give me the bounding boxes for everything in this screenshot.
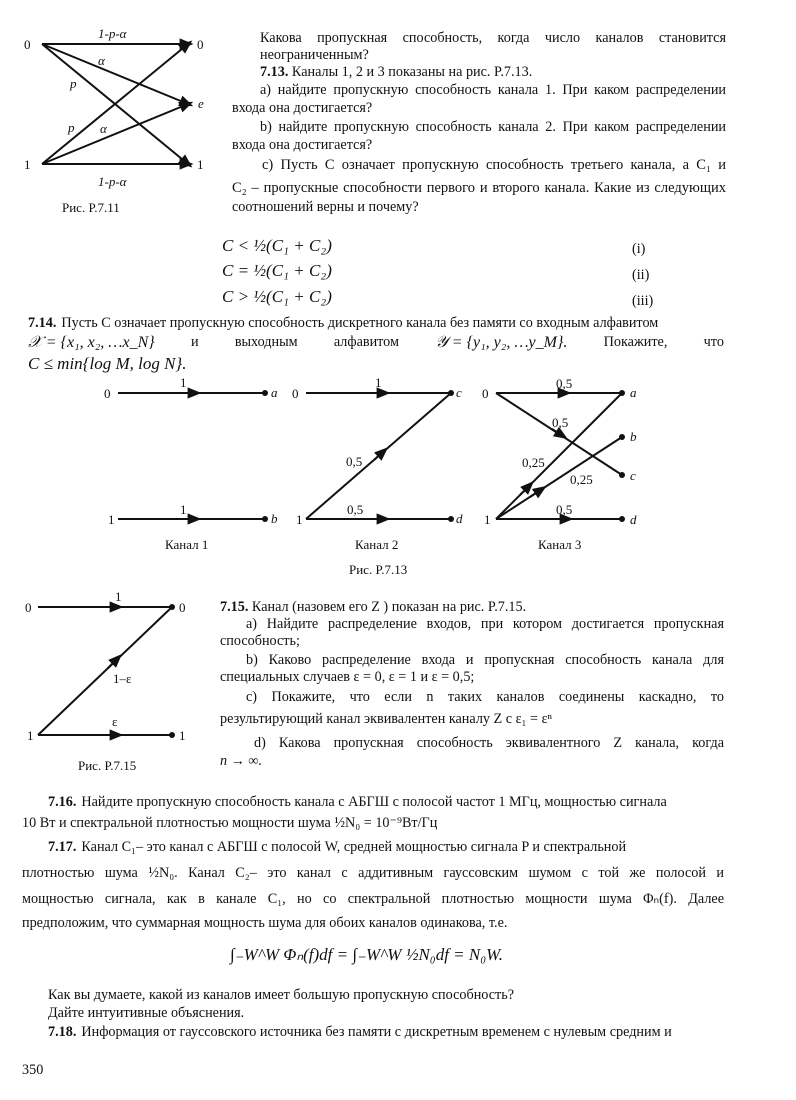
p713-c-line2: C₂ – пропускные способности первого и второго канала. Какие из следующих	[232, 180, 726, 196]
ch2-caption: Канал 2	[355, 537, 399, 552]
p717-line1: Канал C₁– это канал с АБГШ с полосой W, средней мощностью сигнала P и спектральной	[81, 839, 627, 855]
fig715-w-top: 1	[115, 589, 122, 604]
ch3-w-0a: 0,5	[556, 376, 573, 391]
fig711-in1: 1	[24, 157, 31, 172]
p714-word-show: Покажите,	[603, 334, 668, 350]
p715-c-line2: результирующий канал эквивалентен каналу Z с ε₁ = εⁿ	[220, 711, 553, 727]
p715-b-line1: b) Каково распределение входа и пропускная способность канала для	[246, 652, 724, 668]
p716-number: 7.16.	[48, 794, 77, 810]
z-edge-diag	[38, 607, 172, 735]
fig715-caption: Рис. P.7.15	[78, 758, 137, 773]
p714-output-alphabet: 𝒴 = {y₁, y₂, …y_M}.	[435, 334, 568, 351]
fig711-label-alpha-top: α	[98, 53, 105, 68]
ch3-out-d: d	[630, 512, 637, 527]
p714-word-that: что	[703, 334, 724, 350]
fig711-caption: Рис. P.7.11	[62, 200, 120, 215]
ch1-caption: Канал 1	[165, 537, 209, 552]
p717-integral: ∫₋W^W Φₙ(f)df = ∫₋W^W ½N₀df = N₀W.	[230, 945, 503, 964]
page-number: 350	[22, 1062, 44, 1078]
p717-question-line2: Дайте интуитивные объяснения.	[48, 1005, 245, 1021]
fig715-in1: 1	[27, 728, 34, 743]
relation-ii-tag: (ii)	[632, 267, 650, 283]
fig-7-11-diagram	[42, 44, 188, 164]
p717-question-line1: Как вы думаете, какой из каналов имеет большую пропускную способность?	[48, 987, 515, 1003]
p713-c-line3: соотношений верны и почему?	[232, 199, 419, 215]
fig711-label-alpha-bottom: α	[100, 121, 107, 136]
ch3-edge-1a	[496, 393, 622, 519]
ch1-in1: 1	[108, 512, 115, 527]
fig-7-13-channel-3	[496, 393, 622, 519]
relation-iii: C > ½(C₁ + C₂)	[222, 287, 332, 306]
fig711-in0: 0	[24, 37, 31, 52]
p713-heading	[260, 63, 532, 82]
p713-a-line2: входа она достигается?	[232, 100, 373, 116]
fig711-out1: 1	[197, 157, 204, 172]
p716-line1: Найдите пропускную способность канала с АБГШ с полосой частот 1 МГц, мощностью сигнала	[81, 794, 667, 810]
ch2-in1: 1	[296, 512, 303, 527]
ch3-w-1b: 0,25	[570, 472, 593, 487]
p713-b-line1: b) найдите пропускную способность канала 2. При каком распределении	[260, 119, 726, 135]
p714-number: 7.14.	[28, 315, 57, 331]
ch3-in1: 1	[484, 512, 491, 527]
ch1-in0: 0	[104, 386, 111, 401]
edge-0-e	[42, 44, 188, 104]
p718-line1: Информация от гауссовского источника без памяти с дискретным временем с нулевым средним и	[81, 1024, 672, 1040]
fig715-out1: 1	[179, 728, 186, 743]
p715-head-text: Канал (назовем его Z ) показан на рис. P.7.15.	[251, 599, 527, 615]
p715-b-line2: специальных случаев ε = 0, ε = 1 и ε = 0,5;	[220, 669, 475, 685]
fig715-in0: 0	[25, 600, 32, 615]
relation-iii-tag: (iii)	[632, 293, 654, 309]
p713-head-text: Каналы 1, 2 и 3 показаны на рис. P.7.13.	[291, 64, 533, 80]
ch3-out-a: a	[630, 385, 637, 400]
p713-a-line1: a) найдите пропускную способность канала 1. При каком распределении	[260, 82, 726, 98]
edge-1-e	[42, 104, 188, 164]
p713-number: 7.13.	[260, 64, 289, 80]
p716-line2: 10 Вт и спектральной плотностью мощности шума ½N₀ = 10⁻⁹Вт/Гц	[22, 815, 438, 831]
fig711-label-bottom: 1-p-α	[98, 174, 127, 189]
p714-line1-wrap	[28, 314, 724, 333]
fig715-out0: 0	[179, 600, 186, 615]
fig711-out0: 0	[197, 37, 204, 52]
p713-intro-line2: неограниченным?	[260, 47, 369, 63]
p717-line4: предположим, что суммарная мощность шума для обоих каналов одинакова, т.е.	[22, 915, 508, 931]
p715-number: 7.15.	[220, 599, 249, 615]
p717-line3: мощностью сигнала, как в канале C₁, но со спектральной плотностью мощности шума Φₙ(f). Далее	[22, 891, 724, 907]
ch3-w-0c: 0,5	[552, 415, 569, 430]
p717-line2: плотностью шума ½N₀. Канал C₂– это канал с аддитивным гауссовским шумом с той же полосой и	[22, 865, 724, 881]
ch1-w-bottom: 1	[180, 502, 187, 517]
p714-word-and: и	[190, 334, 199, 350]
fig715-w-bottom: ε	[112, 714, 118, 729]
p715-c-line1: c) Покажите, что если n таких каналов соединены каскадно, то	[246, 689, 724, 705]
p714-line2	[28, 333, 724, 352]
fig711-label-p-bottom: p	[68, 120, 75, 135]
p715-a-line2: способность;	[220, 633, 300, 649]
ch1-w-top: 1	[180, 375, 187, 390]
p714-input-alphabet: 𝒳 = {x₁, x₂, …x_N}	[28, 334, 155, 351]
p718-line1-wrap	[48, 1023, 724, 1042]
ch2-out-d: d	[456, 511, 463, 526]
p713-c-line1: с) Пусть C означает пропускную способность третьего канала, а C₁ и	[262, 157, 726, 173]
p713-intro-line1: Какова пропускная способность, когда число каналов становится	[260, 30, 726, 46]
ch1-out-a: a	[271, 385, 278, 400]
fig711-label-p-top: p	[70, 76, 77, 91]
p714-inequality: C ≤ min{log M, log N}.	[28, 354, 187, 373]
relation-i: C < ½(C₁ + C₂)	[222, 236, 332, 255]
fig-7-13-channel-1	[118, 393, 265, 519]
fig713-caption: Рис. P.7.13	[349, 562, 408, 577]
relation-ii: C = ½(C₁ + C₂)	[222, 261, 332, 280]
ch3-w-1a: 0,25	[522, 455, 545, 470]
ch3-in0: 0	[482, 386, 489, 401]
p718-number: 7.18.	[48, 1024, 77, 1040]
p714-line1: Пусть C означает пропускную способность дискретного канала без памяти со входным алфавитом	[61, 315, 659, 331]
fig-7-13-channel-2	[306, 393, 451, 519]
p717-number: 7.17.	[48, 839, 77, 855]
ch3-out-c: c	[630, 468, 636, 483]
p717-line1-wrap	[48, 838, 724, 857]
p716-line1-wrap	[48, 793, 724, 812]
p713-b-line2: входа она достигается?	[232, 137, 373, 153]
ch2-in0: 0	[292, 386, 299, 401]
p715-d-line1: d) Какова пропускная способность эквивалентного Z канала, когда	[254, 735, 724, 751]
ch2-w-top: 1	[375, 375, 382, 390]
ch1-out-b: b	[271, 511, 278, 526]
ch2-out-c: c	[456, 385, 462, 400]
ch2-w-bottom: 0,5	[347, 502, 364, 517]
p714-word-output: выходным	[234, 334, 298, 350]
p714-word-alphabet: алфавитом	[333, 334, 399, 350]
fig711-label-top: 1-p-α	[98, 26, 127, 41]
ch3-w-1d: 0,5	[556, 502, 573, 517]
ch3-caption: Канал 3	[538, 537, 582, 552]
ch2-w-diag: 0,5	[346, 454, 363, 469]
fig711-out-e: e	[198, 96, 204, 111]
p715-d-line2: n → ∞.	[220, 753, 263, 769]
p715-a-line1: a) Найдите распределение входов, при котором достигается пропускная	[246, 616, 724, 632]
ch3-out-b: b	[630, 429, 637, 444]
relation-i-tag: (i)	[632, 241, 646, 257]
fig715-w-diag: 1–ε	[113, 671, 132, 686]
fig-7-15-diagram	[38, 607, 172, 735]
